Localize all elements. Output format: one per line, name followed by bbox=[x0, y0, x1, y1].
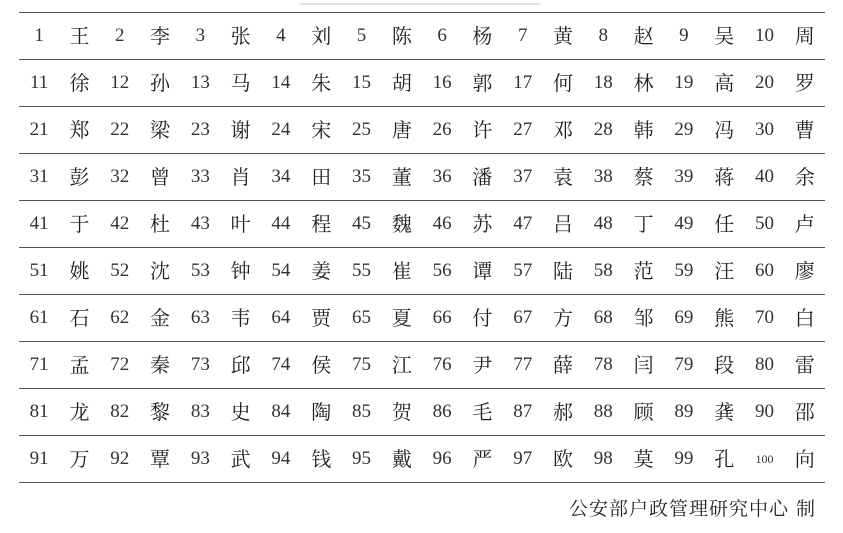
rank-number: 62 bbox=[110, 307, 130, 328]
rank-number: 78 bbox=[593, 354, 613, 375]
surname: 胡 bbox=[391, 71, 412, 95]
surname: 曾 bbox=[150, 165, 171, 189]
surname: 夏 bbox=[391, 306, 412, 330]
rank-number: 35 bbox=[352, 166, 372, 187]
surname: 付 bbox=[472, 306, 493, 330]
surname: 杨 bbox=[472, 24, 493, 48]
rank-number: 39 bbox=[674, 166, 694, 187]
rank-number: 11 bbox=[30, 72, 49, 93]
surname: 叶 bbox=[230, 212, 251, 236]
surname: 孙 bbox=[150, 71, 171, 95]
rank-number: 16 bbox=[432, 72, 452, 93]
rank-number: 21 bbox=[29, 119, 49, 140]
table-row bbox=[19, 201, 825, 248]
rank-number: 1 bbox=[34, 25, 44, 46]
surname: 段 bbox=[714, 353, 735, 377]
table-row bbox=[19, 389, 825, 436]
surname: 曹 bbox=[794, 118, 815, 142]
surname: 范 bbox=[633, 259, 654, 283]
rank-number: 68 bbox=[593, 307, 613, 328]
rank-number: 18 bbox=[593, 72, 613, 93]
rank-number: 4 bbox=[276, 25, 286, 46]
rank-number: 94 bbox=[271, 448, 291, 469]
surname: 罗 bbox=[794, 71, 815, 95]
rank-number: 29 bbox=[674, 119, 694, 140]
surname: 丁 bbox=[633, 212, 654, 236]
rank-number: 97 bbox=[513, 448, 533, 469]
rank-number: 8 bbox=[598, 25, 609, 46]
surname: 马 bbox=[230, 71, 251, 95]
rank-number: 63 bbox=[190, 307, 210, 328]
rank-number: 2 bbox=[114, 25, 125, 46]
surname: 贺 bbox=[391, 400, 412, 424]
rank-number: 58 bbox=[593, 260, 613, 281]
surname: 顾 bbox=[633, 400, 654, 424]
rank-number: 41 bbox=[29, 213, 49, 234]
surname: 任 bbox=[714, 212, 735, 236]
rank-number: 90 bbox=[754, 401, 774, 422]
cropped-title-fragment bbox=[300, 0, 540, 5]
surname: 崔 bbox=[391, 259, 412, 283]
surname: 张 bbox=[230, 24, 251, 48]
table-row bbox=[19, 436, 825, 483]
surname: 钟 bbox=[230, 259, 251, 283]
surname: 向 bbox=[794, 447, 815, 471]
rank-number: 20 bbox=[754, 72, 774, 93]
rank-number: 56 bbox=[432, 260, 452, 281]
rank-number: 54 bbox=[271, 260, 291, 281]
source-credit: 公安部户政管理研究中心 制 bbox=[568, 498, 816, 520]
surname: 冯 bbox=[714, 118, 735, 142]
rank-number: 73 bbox=[190, 354, 210, 375]
surname: 戴 bbox=[391, 447, 412, 471]
rank-number: 14 bbox=[271, 72, 291, 93]
rank-number: 7 bbox=[517, 25, 528, 46]
surname: 郑 bbox=[69, 118, 90, 142]
surname: 吕 bbox=[553, 212, 573, 236]
rank-number: 66 bbox=[432, 307, 452, 328]
rank-number: 64 bbox=[271, 307, 291, 328]
rank-number: 69 bbox=[674, 307, 694, 328]
rank-number: 96 bbox=[432, 448, 452, 469]
surname: 高 bbox=[714, 71, 735, 95]
surname: 贾 bbox=[311, 306, 332, 330]
rank-number: 30 bbox=[754, 119, 774, 140]
rank-number: 100 bbox=[755, 452, 774, 466]
surname: 邱 bbox=[230, 353, 251, 377]
surname: 吴 bbox=[714, 24, 735, 48]
rank-number: 93 bbox=[190, 448, 210, 469]
surname: 何 bbox=[553, 71, 573, 95]
rank-number: 17 bbox=[513, 72, 533, 93]
surname: 沈 bbox=[150, 259, 171, 283]
surname: 蒋 bbox=[714, 165, 735, 189]
surname: 万 bbox=[69, 447, 90, 471]
rank-number: 80 bbox=[754, 354, 774, 375]
rank-number: 13 bbox=[190, 72, 210, 93]
rank-number: 19 bbox=[674, 72, 694, 93]
surname: 宋 bbox=[311, 118, 332, 142]
surname: 潘 bbox=[472, 165, 493, 189]
rank-number: 50 bbox=[754, 213, 774, 234]
surname: 周 bbox=[794, 24, 815, 48]
rank-number: 84 bbox=[271, 401, 291, 422]
table-row bbox=[19, 107, 825, 154]
rank-number: 42 bbox=[110, 213, 130, 234]
surname: 熊 bbox=[714, 306, 735, 330]
surname: 韩 bbox=[633, 118, 654, 142]
rank-number: 28 bbox=[593, 119, 613, 140]
rank-number: 74 bbox=[271, 354, 291, 375]
rank-number: 37 bbox=[513, 166, 533, 187]
surname: 苏 bbox=[472, 212, 493, 236]
rank-number: 26 bbox=[432, 119, 452, 140]
rank-number: 89 bbox=[674, 401, 694, 422]
rank-number: 49 bbox=[674, 213, 694, 234]
surname: 尹 bbox=[472, 353, 493, 377]
surname: 龚 bbox=[714, 400, 735, 424]
surname: 郭 bbox=[472, 71, 493, 95]
rank-number: 60 bbox=[754, 260, 774, 281]
rank-number: 55 bbox=[352, 260, 372, 281]
surname: 林 bbox=[633, 71, 654, 95]
rank-number: 76 bbox=[432, 354, 452, 375]
surname: 谢 bbox=[230, 118, 251, 142]
surname: 侯 bbox=[311, 353, 332, 377]
surname: 邹 bbox=[633, 306, 654, 330]
surname: 汪 bbox=[714, 259, 735, 283]
surname: 魏 bbox=[391, 212, 412, 236]
surname: 程 bbox=[311, 212, 332, 236]
surname: 白 bbox=[794, 306, 815, 330]
surname: 谭 bbox=[472, 259, 493, 283]
rank-number: 72 bbox=[110, 354, 130, 375]
rank-number: 98 bbox=[593, 448, 613, 469]
surname: 江 bbox=[391, 353, 412, 377]
rank-number: 38 bbox=[593, 166, 613, 187]
rank-number: 27 bbox=[513, 119, 533, 140]
surname: 薛 bbox=[553, 353, 573, 377]
rank-number: 51 bbox=[29, 260, 49, 281]
surname: 卢 bbox=[794, 212, 815, 236]
surname: 史 bbox=[230, 400, 251, 424]
surname: 武 bbox=[230, 447, 251, 471]
rank-number: 48 bbox=[593, 213, 613, 234]
surname: 方 bbox=[553, 306, 573, 330]
surname: 王 bbox=[69, 24, 90, 48]
rank-number: 47 bbox=[513, 213, 533, 234]
surname: 陆 bbox=[553, 259, 573, 283]
surname: 钱 bbox=[311, 447, 332, 471]
rank-number: 15 bbox=[352, 72, 372, 93]
rank-number: 31 bbox=[29, 166, 49, 187]
surname: 徐 bbox=[69, 71, 90, 95]
rank-number: 71 bbox=[29, 354, 49, 375]
rank-number: 70 bbox=[754, 307, 774, 328]
rank-number: 22 bbox=[110, 119, 130, 140]
rank-number: 83 bbox=[190, 401, 210, 422]
rank-number: 6 bbox=[437, 25, 447, 46]
surname: 彭 bbox=[69, 165, 90, 189]
surname: 覃 bbox=[150, 447, 171, 471]
rank-number: 65 bbox=[352, 307, 372, 328]
surname: 陶 bbox=[311, 400, 332, 424]
rank-number: 91 bbox=[29, 448, 49, 469]
surname: 黄 bbox=[553, 24, 573, 48]
surname-ranking-table bbox=[19, 12, 825, 483]
rank-number: 77 bbox=[513, 354, 533, 375]
rank-number: 53 bbox=[190, 260, 210, 281]
rank-number: 52 bbox=[110, 260, 130, 281]
rank-number: 88 bbox=[593, 401, 613, 422]
surname: 朱 bbox=[311, 71, 332, 95]
surname: 董 bbox=[391, 165, 412, 189]
surname: 陈 bbox=[391, 24, 412, 48]
rank-number: 24 bbox=[271, 119, 291, 140]
table-row bbox=[19, 248, 825, 295]
surname: 雷 bbox=[794, 353, 815, 377]
rank-number: 3 bbox=[195, 25, 206, 46]
rank-number: 75 bbox=[352, 354, 372, 375]
rank-number: 95 bbox=[352, 448, 372, 469]
surname: 严 bbox=[472, 447, 493, 471]
surname: 梁 bbox=[150, 118, 171, 142]
rank-number: 92 bbox=[110, 448, 130, 469]
rank-number: 36 bbox=[432, 166, 452, 187]
rank-number: 79 bbox=[674, 354, 694, 375]
rank-number: 25 bbox=[352, 119, 372, 140]
surname: 赵 bbox=[633, 24, 654, 48]
rank-number: 86 bbox=[432, 401, 452, 422]
surname: 欧 bbox=[553, 447, 573, 471]
surname: 孟 bbox=[69, 353, 90, 377]
rank-number: 23 bbox=[190, 119, 210, 140]
surname: 金 bbox=[150, 306, 171, 330]
rank-number: 81 bbox=[29, 401, 49, 422]
surname: 李 bbox=[150, 24, 171, 48]
surname: 唐 bbox=[391, 118, 412, 142]
surname: 石 bbox=[69, 306, 90, 330]
surname: 田 bbox=[311, 165, 332, 189]
surname: 廖 bbox=[794, 259, 815, 283]
rank-number: 43 bbox=[190, 213, 210, 234]
surname: 闫 bbox=[633, 353, 654, 377]
rank-number: 57 bbox=[513, 260, 533, 281]
table-row bbox=[19, 154, 825, 201]
surname: 邵 bbox=[794, 400, 815, 424]
surname: 姜 bbox=[311, 259, 332, 283]
surname: 秦 bbox=[150, 353, 171, 377]
surname: 肖 bbox=[230, 165, 251, 189]
table-row bbox=[19, 342, 825, 389]
rank-number: 9 bbox=[679, 25, 689, 46]
rank-number: 59 bbox=[674, 260, 694, 281]
surname: 黎 bbox=[150, 400, 171, 424]
surname: 郝 bbox=[553, 400, 573, 424]
surname: 邓 bbox=[553, 118, 573, 142]
rank-number: 61 bbox=[29, 307, 49, 328]
rank-number: 5 bbox=[356, 25, 367, 46]
surname: 孔 bbox=[714, 447, 735, 471]
surname: 龙 bbox=[69, 400, 90, 424]
rank-number: 85 bbox=[352, 401, 372, 422]
rank-number: 82 bbox=[110, 401, 130, 422]
table-row bbox=[19, 295, 825, 342]
surname: 刘 bbox=[311, 24, 332, 48]
surname: 余 bbox=[794, 165, 815, 189]
surname: 莫 bbox=[633, 447, 654, 471]
rank-number: 44 bbox=[271, 213, 291, 234]
surname: 袁 bbox=[553, 165, 573, 189]
rank-number: 34 bbox=[271, 166, 291, 187]
surname: 姚 bbox=[69, 259, 90, 283]
rank-number: 10 bbox=[754, 25, 774, 46]
rank-number: 99 bbox=[674, 448, 694, 469]
rank-number: 12 bbox=[110, 72, 130, 93]
rank-number: 87 bbox=[513, 401, 533, 422]
rank-number: 33 bbox=[190, 166, 210, 187]
rank-number: 45 bbox=[352, 213, 372, 234]
surname: 于 bbox=[69, 212, 90, 236]
table-row bbox=[19, 13, 825, 60]
surname: 杜 bbox=[150, 212, 171, 236]
surname: 许 bbox=[472, 118, 493, 142]
rank-number: 40 bbox=[754, 166, 774, 187]
rank-number: 32 bbox=[110, 166, 130, 187]
surname: 毛 bbox=[472, 400, 493, 424]
table-row bbox=[19, 60, 825, 107]
rank-number: 67 bbox=[513, 307, 533, 328]
surname: 韦 bbox=[230, 306, 251, 330]
surname: 蔡 bbox=[633, 165, 654, 189]
rank-number: 46 bbox=[432, 213, 452, 234]
